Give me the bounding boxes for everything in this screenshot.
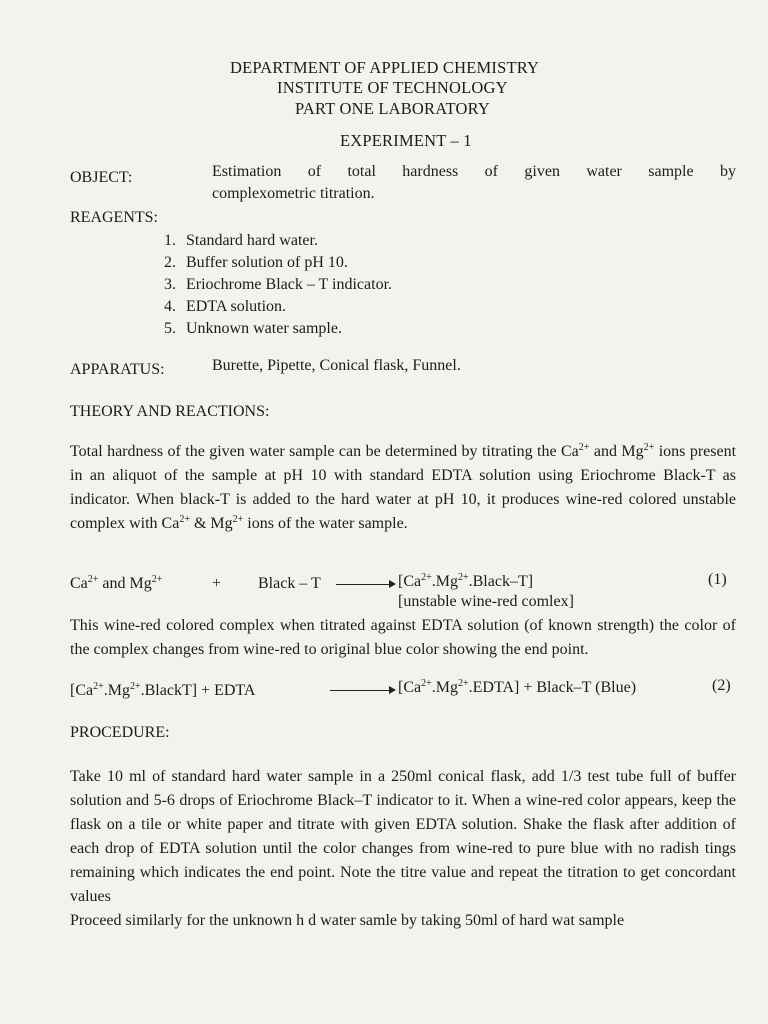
- equation-2-arrow: [330, 690, 394, 691]
- object-label: OBJECT:: [70, 169, 133, 186]
- equation-2-number: (2): [712, 677, 731, 694]
- reagents-list: [164, 230, 392, 340]
- department-title: DEPARTMENT OF APPLIED CHEMISTRY: [230, 58, 540, 77]
- object-line2: complexometric titration.: [212, 185, 375, 202]
- equation-1-product: $[Ca^{2+}.Mg^{2+}.Black-T]$: [398, 572, 534, 590]
- theory-heading: THEORY AND REACTIONS:: [70, 403, 270, 420]
- list-item: 2. Buffer solution of pH 10.: [164, 254, 348, 271]
- apparatus-text: Burette, Pipette, Conical flask, Funnel.: [212, 357, 461, 374]
- equation-2-product: $[Ca^{2+}.Mg^{2+}.EDTA]$ + Black–T (Blue): [398, 678, 637, 696]
- equation-1-note: [unstable wine-red comlex]: [398, 593, 574, 610]
- list-item: 1. Standard hard water.: [164, 232, 318, 249]
- theory-paragraph-2: This wine-red colored complex when titrated against EDTA solution (of known strength) the color of the complex changes from wine-red to original blue color showing the end point.: [70, 617, 736, 658]
- laboratory-title: PART ONE LABORATORY: [295, 99, 491, 118]
- reagents-label: REAGENTS:: [70, 209, 158, 226]
- object-line1: Estimation of total hardness of given water sample by: [212, 163, 736, 180]
- institute-title: INSTITUTE OF TECHNOLOGY: [277, 78, 508, 97]
- equation-1-reagent: Black – T: [258, 575, 321, 592]
- equation-1-number: (1): [708, 571, 727, 588]
- equation-1-arrow: [336, 584, 394, 585]
- equation-2-reactants: $[Ca^{2+}.Mg^{2+}.BlackT]$ + EDTA: [70, 681, 256, 699]
- list-item: 3. Eriochrome Black – T indicator.: [164, 276, 393, 293]
- list-item: 4. EDTA solution.: [164, 298, 287, 315]
- experiment-title: EXPERIMENT – 1: [340, 131, 472, 150]
- procedure-paragraph-1: Take 10 ml of standard hard water sample in a 250ml conical flask, add 1/3 test tube full of buffer solution and 5-6 drops of Eriochrome Black–T indicator to it. When a wine-red color appears, keep the flask on a tile or white paper and titrate with given EDTA solution. Shake the flask after addition of each drop of EDTA solution until the color changes from wine-red to pure blue with no radish tings remaining which indicates the end point. Note the titre value and repeat the titration to get concordant values: [70, 768, 736, 905]
- equation-1-plus: +: [212, 575, 222, 592]
- list-item: 5. Unknown water sample.: [164, 320, 342, 337]
- apparatus-label: APPARATUS:: [70, 361, 165, 378]
- theory-paragraph-1: Total hardness of the given water sample can be determined by titrating the $Ca^{2+}$ and $Mg^{2+}$ ions present in an aliquot of the sample at pH 10 with standard EDTA solution using Eriochrome Black-T as indicator. When black-T is added to the hard water at pH 10, it produces wine-red colored unstable complex with $Ca^{2+}$ & $Mg^{2+}$ ions of the water sample.: [70, 442, 737, 532]
- equation-1-reactants: $Ca^{2+}$ and $Mg^{2+}$: [70, 574, 163, 592]
- procedure-paragraph-2: Proceed similarly for the unknown h d water samle by taking 50ml of hard wat sample: [70, 912, 625, 929]
- procedure-heading: PROCEDURE:: [70, 724, 170, 741]
